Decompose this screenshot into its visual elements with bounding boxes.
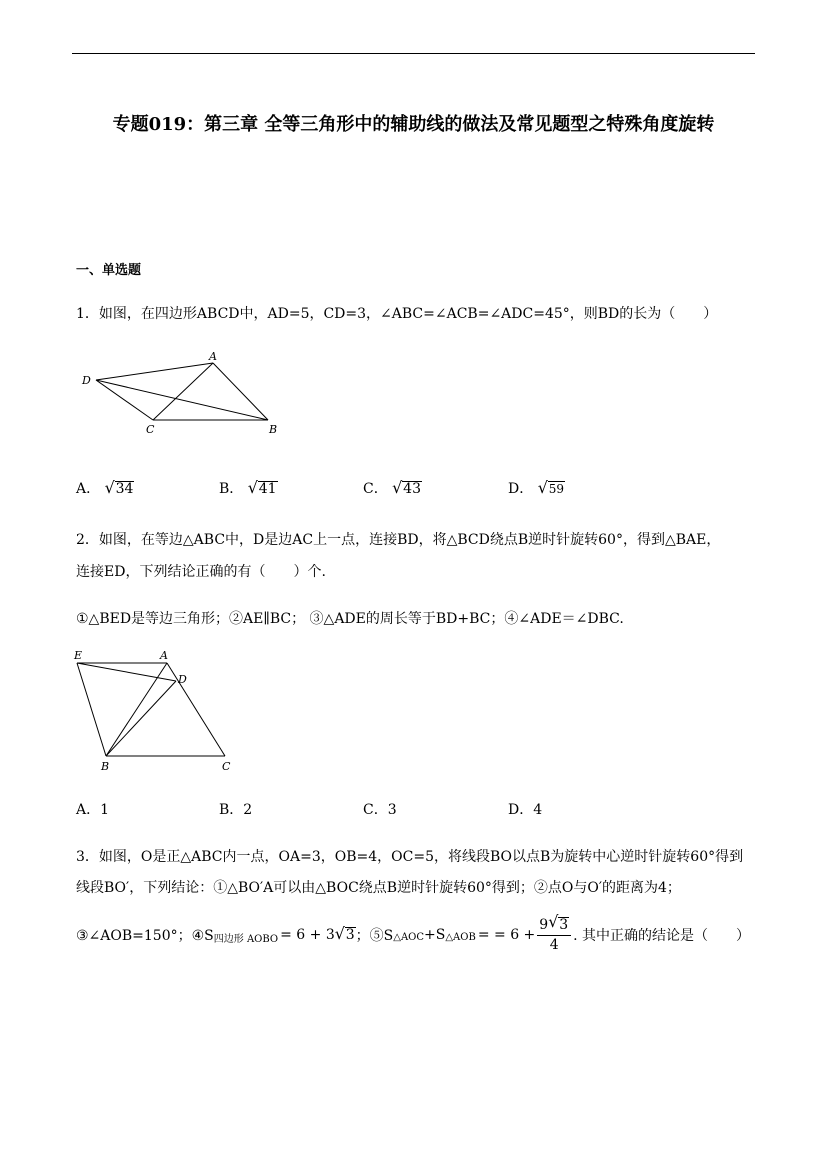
- sqrt-icon: √ 43: [392, 478, 421, 497]
- q1-option-b[interactable]: B． √ 41: [219, 478, 277, 497]
- q2-option-d[interactable]: D．4: [508, 802, 543, 818]
- q2-label-a: A: [160, 649, 168, 662]
- q1-option-d[interactable]: D． √ 59: [508, 478, 564, 497]
- q1-option-c[interactable]: C． √ 43: [363, 478, 421, 497]
- q1-label-a: A: [209, 350, 217, 363]
- question-2-figure: [70, 648, 245, 776]
- sqrt-icon: √ 41: [247, 478, 277, 497]
- question-1-text: 1．如图，在四边形ABCD中，AD=5，CD=3，∠ABC=∠ACB=∠ADC=45°，则BD的长为（ ）: [76, 306, 718, 322]
- q1-option-a[interactable]: A． √ 34: [76, 478, 134, 497]
- q1-label-c: C: [146, 423, 155, 436]
- q2-label-e: E: [74, 649, 83, 662]
- question-1-figure: [76, 348, 286, 438]
- page-title: 专题019：第三章 全等三角形中的辅助线的做法及常见题型之特殊角度旋转: [112, 114, 715, 135]
- q2-label-b: B: [101, 760, 110, 773]
- q2-option-b[interactable]: B．2: [219, 802, 253, 818]
- q1-label-b: B: [269, 423, 278, 436]
- sqrt-icon: √ 34: [104, 478, 134, 497]
- sqrt-icon: √ 59: [537, 478, 564, 497]
- question-3-line1: 3．如图，O是正△ABC内一点，OA=3，OB=4，OC=5，将线段BO以点B为旋转中心逆时针旋转60°得到: [76, 849, 744, 865]
- q2-option-a[interactable]: A．1: [76, 802, 110, 818]
- header-rule: [72, 53, 755, 54]
- question-3-line2: 线段BO′，下列结论：①△BO′A可以由△BOC绕点B逆时针旋转60°得到；②点O与O′的距离为4；: [76, 880, 681, 896]
- question-2-line2: 连接ED，下列结论正确的有（ ）个.: [76, 564, 326, 580]
- question-2-statements: ①△BED是等边三角形；②AE∥BC； ③△ADE的周长等于BD+BC；④∠ADE＝∠DBC.: [76, 611, 624, 627]
- q2-option-c[interactable]: C．3: [363, 802, 397, 818]
- q1-label-d: D: [82, 374, 91, 387]
- q2-label-c: C: [222, 760, 231, 773]
- question-3-line3: ③∠AOB=150°；④S 四边形 AOBO = 6 + 3 √ 3 ；⑤S △AOC +S △AOB = = 6 + 9 √ 3 4 . 其中正确的结论是（ ）: [76, 912, 751, 953]
- q2-label-d: D: [178, 673, 187, 686]
- sqrt-icon: √ 3: [548, 912, 569, 933]
- section-heading: 一、单选题: [76, 263, 142, 278]
- sqrt-icon: √ 3: [334, 923, 355, 943]
- fraction: 9 √ 3 4: [537, 915, 571, 954]
- question-2-line1: 2．如图，在等边△ABC中，D是边AC上一点，连接BD，将△BCD绕点B逆时针旋转60°，得到△BAE，: [76, 532, 721, 548]
